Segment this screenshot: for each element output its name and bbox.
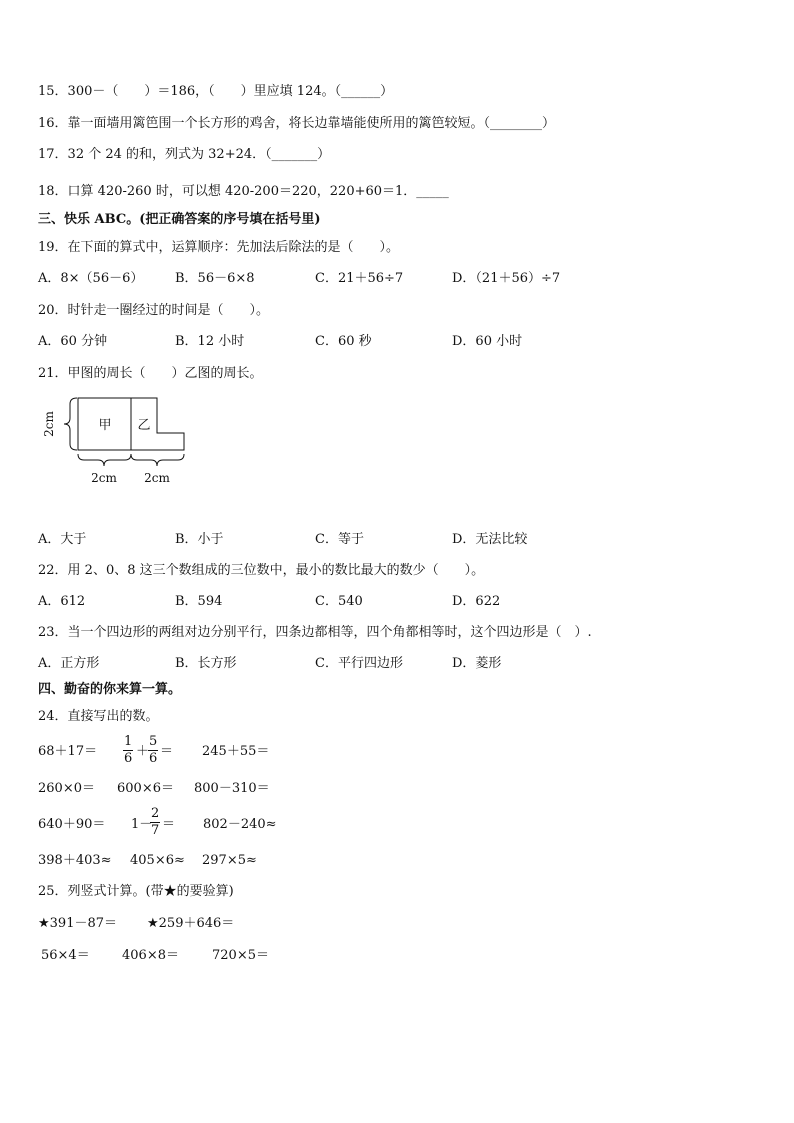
bottom-brace-left [78,454,131,466]
q24-r1-item-1: 68＋17＝ [38,744,98,759]
q24-r2-item-2: 600×6＝ [117,781,174,796]
question-23: 23．当一个四边形的两组对边分别平行，四条边都相等，四个角都相等时，这个四边形是（ ）. [38,625,592,640]
left-dimension-label: 2cm [42,411,56,437]
numerator: 1 [124,734,133,749]
bottom-right-label: 2cm [144,471,170,485]
denominator: 6 [124,751,133,766]
q20-option-a: A．60 分钟 [38,334,108,349]
q24-r2-item-3: 800－310＝ [194,781,270,796]
q22-option-b: B．594 [175,594,223,609]
question-19: 19．在下面的算式中，运算顺序：先加法后除法的是（ ）。 [38,240,400,255]
q25-r2-item-1: 56×4＝ [41,948,90,963]
q22-option-a: A．612 [38,594,86,609]
numerator: 2 [151,806,160,821]
equals-sign: ＝ [162,817,176,832]
question-18: 18．口算 420-260 时，可以想 420-200＝220，220+60＝1．_____ [38,184,449,199]
denominator: 6 [149,751,158,766]
q23-option-c: C．平行四边形 [315,656,403,671]
q25-r2-item-2: 406×8＝ [122,948,179,963]
left-brace [64,398,77,450]
jia-label: 甲 [98,418,112,433]
q25-r1-item-1: ★391－87＝ [38,916,118,931]
q20-option-d: D．60 小时 [452,334,523,349]
yi-label: 乙 [137,418,151,433]
q19-option-b: B．56－6×8 [175,271,255,286]
bottom-left-label: 2cm [91,471,117,485]
q19-option-d: D．（21＋56）÷7 [452,271,561,286]
question-20: 20．时针走一圈经过的时间是（ ）。 [38,303,270,318]
q19-option-c: C．21＋56÷7 [315,271,404,286]
question-24: 24．直接写出的数。 [38,709,159,724]
q22-option-d: D．622 [452,594,501,609]
q21-option-b: B．小于 [175,532,224,547]
q24-r3-item-3: 802－240≈ [203,817,277,832]
q21-figure [38,392,198,492]
q22-option-c: C．540 [315,594,363,609]
q24-r4-item-3: 297×5≈ [202,853,257,868]
q24-fraction-2 [148,734,158,767]
bottom-brace-right [131,454,184,466]
q24-fraction-3 [150,806,160,839]
section-3-heading: 三、快乐 ABC。(把正确答案的序号填在括号里) [38,212,321,227]
question-25: 25．列竖式计算。(带★的要验算) [38,884,234,899]
q25-r2-item-3: 720×5＝ [212,948,269,963]
q24-r4-item-2: 405×6≈ [130,853,185,868]
denominator: 7 [151,823,160,838]
q23-option-a: A．正方形 [38,656,100,671]
q24-r2-item-1: 260×0＝ [38,781,95,796]
equals-sign: ＝ [160,744,174,759]
one-minus: 1－ [131,817,153,832]
q24-fraction-1 [123,734,133,767]
numerator: 5 [149,734,158,749]
q20-option-c: C．60 秒 [315,334,372,349]
q21-option-a: A．大于 [38,532,87,547]
q24-r1-item-3: 245＋55＝ [202,744,270,759]
q24-r3-item-1: 640＋90＝ [38,817,106,832]
q21-option-d: D．无法比较 [452,532,528,547]
q25-r1-item-2: ★259＋646＝ [147,916,235,931]
q23-option-b: B．长方形 [175,656,237,671]
q19-option-a: A．8×（56－6） [38,271,144,286]
section-4-heading: 四、勤奋的你来算一算。 [38,682,182,697]
question-22: 22．用 2、0、8 这三个数组成的三位数中，最小的数比最大的数少（ ）。 [38,563,485,578]
question-16: 16．靠一面墙用篱笆围一个长方形的鸡舍，将长边靠墙能使所用的篱笆较短。（________） [38,116,556,131]
q20-option-b: B．12 小时 [175,334,245,349]
question-17: 17．32 个 24 的和，列式为 32+24．（_______） [38,147,331,162]
plus-sign: ＋ [136,744,150,759]
question-21: 21．甲图的周长（ ）乙图的周长。 [38,366,263,381]
question-15: 15．300－（ ）＝186，（ ）里应填 124。（______） [38,84,394,99]
q24-r4-item-1: 398＋403≈ [38,853,112,868]
q21-option-c: C．等于 [315,532,364,547]
q23-option-d: D．菱形 [452,656,502,671]
